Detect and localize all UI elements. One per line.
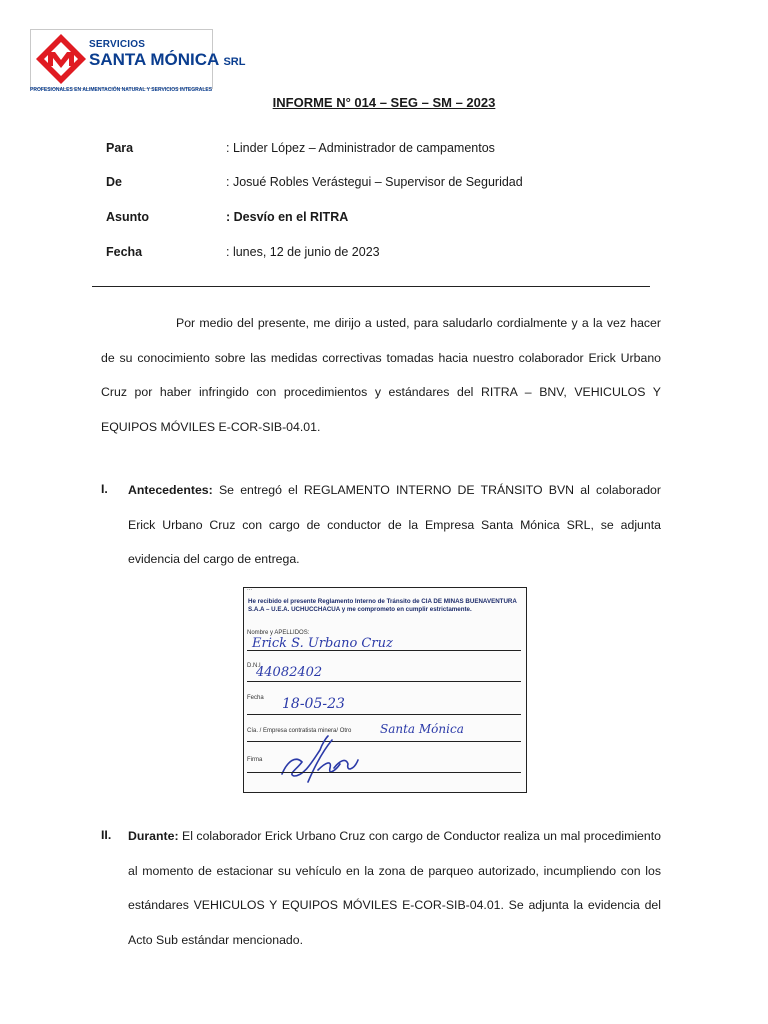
logo-company-name: SANTA MÓNICA xyxy=(89,50,219,69)
header-divider xyxy=(92,286,650,287)
evidence-name-label: Nombre y APELLIDOS: xyxy=(247,630,310,636)
intro-text: Por medio del presente, me dirijo a usted, para saludarlo cordialmente y a la vez hacer de su conocimiento sobre las medidas correctivas tomadas hacia nuestro colaborador Erick Urbano Cruz por haber infringido con procedimientos y estándares del RITRA – BNV, VEHICULOS Y EQUIPOS MÓVILES E-COR-SIB-04.01. xyxy=(101,316,661,434)
logo-company-suffix: SRL xyxy=(223,56,246,68)
section-2-number: II. xyxy=(101,828,112,842)
header-de-value: : Josué Robles Verástegui – Supervisor de Seguridad xyxy=(226,175,523,189)
header-asunto-label: Asunto xyxy=(106,210,150,224)
evidence-dni-line xyxy=(247,681,521,682)
section-2-body xyxy=(128,819,661,957)
logo-line-company xyxy=(89,50,245,70)
section-2-text: El colaborador Erick Urbano Cruz con cargo de Conductor realiza un mal procedimiento al momento de estacionar su vehículo en la zona de parqueo autorizado, incumpliendo con los estándares VEHICULOS Y EQUIPOS MÓVILES E-COR-SIB-04.01. Se adjunta la evidencia del Acto Sub estándar mencionado. xyxy=(128,829,661,947)
section-1-body xyxy=(128,473,661,577)
evidence-name-line xyxy=(247,650,521,651)
section-1-number: I. xyxy=(101,482,108,496)
header-para-value: : Linder López – Administrador de campamentos xyxy=(226,141,495,155)
evidence-cia-label: Cía. / Empresa contratista minera/ Otro xyxy=(247,728,352,734)
evidence-firma-line xyxy=(247,772,521,773)
evidence-firma-label: Firma xyxy=(247,757,263,763)
report-title: INFORME N° 014 – SEG – SM – 2023 xyxy=(272,95,496,110)
section-2-label: Durante: xyxy=(128,829,179,843)
section-1-label: Antecedentes: xyxy=(128,483,213,497)
intro-paragraph xyxy=(101,306,661,444)
evidence-receipt-image xyxy=(243,587,527,793)
header-fecha-value: : lunes, 12 de junio de 2023 xyxy=(226,245,380,259)
header-fecha-label: Fecha xyxy=(106,245,143,259)
evidence-header-text: He recibido el presente Reglamento Interno de Tránsito de CIA DE MINAS BUENAVENTURA S.A.A – U.E.A. UCHUCCHACUA y me comprometo en cumplir estrictamente. xyxy=(248,598,517,613)
section-1-text: Se entregó el REGLAMENTO INTERNO DE TRÁNSITO BVN al colaborador Erick Urbano Cruz con cargo de conductor de la Empresa Santa Mónica SRL, se adjunta evidencia del cargo de entrega. xyxy=(128,483,661,566)
header-de-label: De xyxy=(106,175,122,189)
logo-tagline: PROFESIONALES EN ALIMENTACIÓN NATURAL Y SERVICIOS INTEGRALES xyxy=(30,87,213,93)
evidence-name-handwriting: Erick S. Urbano Cruz xyxy=(252,636,393,651)
header-asunto-value: : Desvío en el RITRA xyxy=(226,210,349,224)
company-logo xyxy=(30,29,246,89)
header-para-label: Para xyxy=(106,141,134,155)
evidence-fecha-line xyxy=(247,714,521,715)
evidence-dni-handwriting: 44082402 xyxy=(256,665,323,680)
evidence-dni-label: D.N.I. xyxy=(247,663,263,669)
evidence-cia-handwriting: Santa Mónica xyxy=(380,722,464,736)
evidence-dots: ... xyxy=(247,587,253,592)
evidence-signature-icon xyxy=(274,730,364,786)
logo-line-servicios: SERVICIOS xyxy=(89,39,146,50)
evidence-fecha-handwriting: 18-05-23 xyxy=(282,696,345,712)
evidence-fecha-label: Fecha xyxy=(247,695,264,701)
santa-monica-emblem-icon xyxy=(35,33,87,85)
